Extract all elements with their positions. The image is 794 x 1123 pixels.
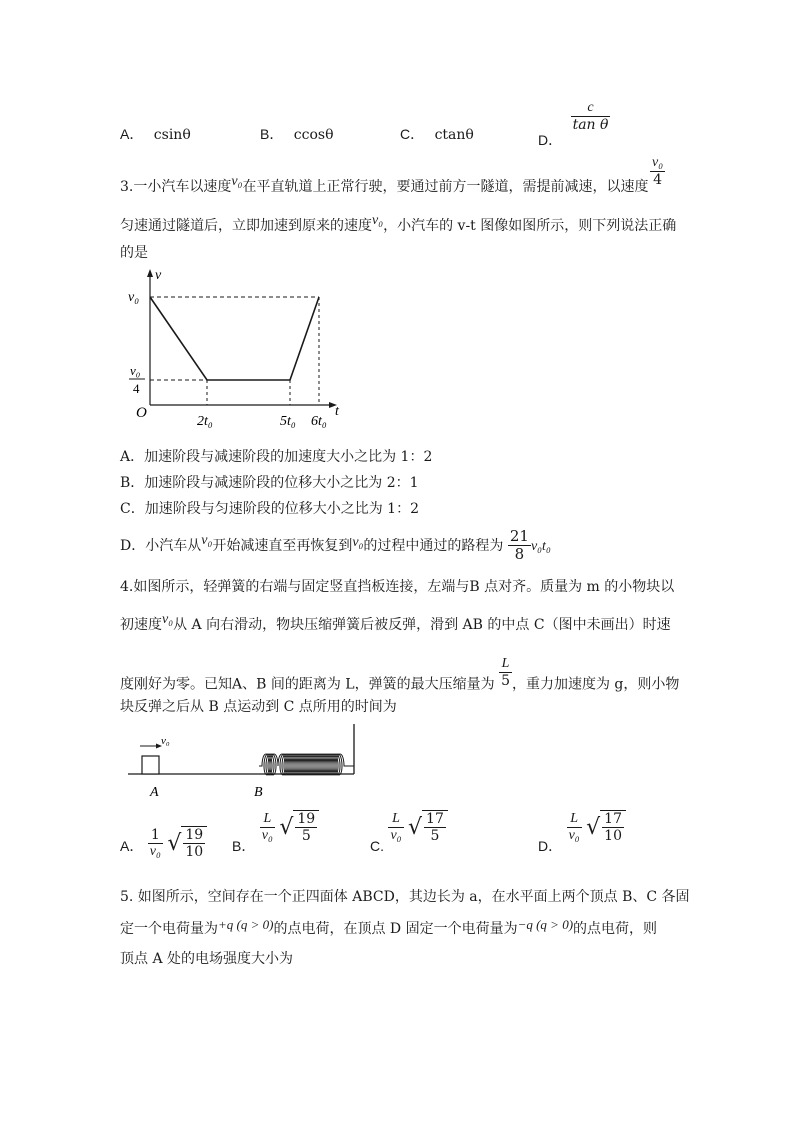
vt-graph-v-arrow	[147, 269, 153, 277]
q4-option-a-rden: 10	[185, 844, 204, 861]
vt-graph-x-6t0: 6t₀	[311, 414, 327, 429]
q5-stem-2b: 的点电荷，在顶点 D 固定一个电荷量为	[273, 921, 518, 937]
q3-v0-1: v₀	[231, 174, 243, 189]
q4-option-c-label: C.	[370, 838, 384, 855]
prev-option-c-text: ctanθ	[434, 127, 474, 143]
q3-option-c: C．加速阶段与匀速阶段的位移大小之比为 1：2	[120, 501, 419, 517]
vt-graph-x-2t0: 2t₀	[197, 414, 213, 429]
q4-stem-line-1: 4.如图所示，轻弹簧的右端与固定竖直挡板连接，左端与B 点对齐。质量为 m 的小物块以	[120, 579, 675, 595]
q4-v0: v₀	[162, 612, 174, 627]
q4-option-d-rnum: 17	[604, 811, 622, 827]
q3-option-d-frac-num: 21	[509, 527, 529, 545]
prev-option-d	[538, 100, 610, 148]
q4-option-c-sqrt: √ $\frac{17}{5}$	[408, 810, 448, 844]
q4-option-b-rden: 5	[295, 827, 317, 844]
q4-stem-line-2	[120, 614, 671, 634]
q3-option-d-tail: v₀t₀	[530, 538, 551, 554]
spring-figure-v0-label: v₀	[161, 735, 170, 747]
q3-option-d	[120, 528, 551, 564]
spring-figure-spring-tail	[278, 754, 354, 775]
q3-stem-line-1	[120, 176, 648, 196]
q4-option-b-sqrt: √ $\frac{19}{5}$	[279, 810, 319, 844]
spring-figure-label-a: A	[150, 785, 159, 800]
prev-option-d-fraction	[571, 100, 611, 133]
q3-stem-2a: 匀速通过隧道后，立即加速到原来的速度	[120, 218, 372, 234]
q4-option-b-label: B．	[232, 838, 256, 855]
q3-frac-num: v₀	[652, 155, 664, 170]
q5-charge-negative: −q (q > 0)	[517, 917, 574, 932]
q4-option-a-label: A．	[120, 838, 144, 855]
vt-graph-y-low-num: v₀	[130, 363, 141, 378]
q4-option-a-num: 1	[150, 826, 160, 843]
prev-option-d-den: tan θ	[572, 117, 609, 134]
q4-option-d-rad-frac	[602, 811, 624, 844]
spring-figure	[128, 724, 363, 804]
spring-figure-spring	[259, 754, 278, 775]
vt-graph-t-label: t	[335, 404, 339, 419]
q4-frac-l5	[499, 656, 512, 689]
q3-option-d-v0-2: v₀	[352, 534, 364, 550]
q4-option-b-frac	[260, 811, 275, 844]
q4-stem-2b: 从 A 向右滑动，物块压缩弹簧后被反弹，滑到 AB 的中点 C（图中未画出）时速	[173, 617, 671, 633]
q4-option-a-sqrt: √ $\frac{19}{10}$	[167, 826, 207, 860]
q4-option-b-den: v₀	[261, 827, 273, 843]
q4-option-a-rnum: 19	[185, 827, 204, 843]
q5-charge-positive: +q (q > 0)	[218, 917, 274, 932]
prev-option-d-num: c	[587, 100, 594, 115]
q3-option-d-b: 开始减速直至再恢复到	[212, 537, 353, 554]
q4-frac-l5-num: L	[501, 656, 510, 671]
prev-option-c	[400, 124, 474, 144]
q3-option-d-a: D．小汽车从	[120, 537, 202, 554]
q4-option-d-frac	[567, 811, 582, 844]
q3-option-d-c: 的过程中通过的路程为	[363, 537, 504, 554]
q4-option-c-frac	[388, 811, 403, 844]
q3-option-b: B．加速阶段与减速阶段的位移大小之比为 2：1	[120, 475, 419, 491]
vt-graph-y-low-den: 4	[133, 381, 140, 396]
q4-option-d-num: L	[570, 810, 579, 826]
q4-option-a-den: v₀	[149, 843, 161, 859]
prev-option-b-label: B．	[260, 126, 284, 142]
vt-graph-y-top: v₀	[128, 290, 140, 305]
q4-option-d	[538, 810, 626, 855]
q3-option-d-frac-den: 8	[508, 545, 531, 563]
q4-option-b	[232, 810, 319, 855]
q3-stem-1a: 3.一小汽车以速度	[120, 179, 232, 195]
q3-stem-1b: 在平直轨道上正常行驶，要通过前方一隧道，需提前减速，以速度	[242, 179, 649, 195]
q4-option-d-rden: 10	[604, 828, 622, 845]
q4-option-c-rnum: 17	[426, 811, 444, 827]
q3-option-d-fraction	[508, 528, 531, 564]
q3-option-d-v0-1: v₀	[201, 532, 213, 548]
q5-stem-2a: 定一个电荷量为	[120, 921, 218, 937]
q4-frac-l5-den: 5	[501, 673, 510, 690]
q4-stem-3b: ，重力加速度为 g，则小物	[511, 676, 680, 693]
q4-option-c-den: v₀	[390, 827, 402, 843]
prev-option-c-label: C．	[400, 126, 425, 142]
q3-option-a: A．加速阶段与减速阶段的加速度大小之比为 1：2	[120, 449, 433, 465]
vt-graph-curve	[150, 297, 319, 380]
q3-stem-2b: ，小汽车的 v-t 图像如图所示，则下列说法正确	[383, 218, 677, 234]
q5-stem-line-1: 5. 如图所示，空间存在一个正四面体 ABCD，其边长为 a，在水平面上两个顶点 B、C 各固	[120, 889, 690, 905]
q5-stem-line-3: 顶点 A 处的电场强度大小为	[120, 951, 294, 967]
q3-v0-2: v₀	[372, 213, 384, 228]
prev-option-a	[120, 124, 191, 144]
vt-graph-x-5t0: 5t₀	[280, 414, 296, 429]
vt-graph-v-label: v	[155, 268, 162, 283]
q4-option-c	[370, 810, 448, 855]
q4-option-d-den: v₀	[568, 827, 580, 843]
prev-option-d-label: D．	[538, 131, 563, 148]
q4-stem-3a: 度刚好为零。已知A、B 间的距离为 L，弹簧的最大压缩量为	[120, 676, 495, 693]
prev-option-a-text: csinθ	[153, 127, 191, 143]
q4-option-c-num: L	[392, 810, 400, 826]
spring-figure-block	[142, 756, 159, 774]
q4-option-a-frac	[148, 827, 163, 860]
q4-option-b-rad-frac	[295, 811, 317, 844]
q3-stem-3: 的是	[120, 245, 148, 261]
q3-frac-v0-4	[650, 155, 665, 188]
q4-option-a-rad-frac	[183, 827, 205, 860]
q3-stem-line-3	[120, 242, 148, 262]
prev-option-b-text: ccosθ	[293, 127, 334, 143]
q4-stem-line-4: 块反弹之后从 B 点运动到 C 点所用的时间为	[120, 699, 397, 715]
q3-frac-den: 4	[650, 171, 665, 188]
q5-stem-2c: 的点电荷，则	[573, 921, 658, 937]
q4-stem-2a: 初速度	[120, 617, 162, 633]
vt-graph	[125, 265, 350, 435]
q4-option-c-rad-frac	[424, 811, 446, 844]
q4-option-d-label: D．	[538, 838, 563, 855]
q4-option-d-sqrt: √ $\frac{17}{10}$	[586, 810, 626, 844]
q3-stem-line-2	[120, 215, 676, 235]
q4-option-a	[120, 826, 207, 860]
prev-option-a-label: A．	[120, 126, 144, 142]
q4-option-b-num: L	[263, 810, 272, 826]
q4-option-c-rden: 5	[424, 827, 446, 844]
vt-graph-origin: O	[136, 405, 147, 421]
q5-stem-line-2	[120, 918, 657, 938]
spring-figure-label-b: B	[254, 785, 263, 800]
prev-option-b	[260, 124, 334, 144]
q4-option-b-rnum: 19	[297, 811, 316, 827]
